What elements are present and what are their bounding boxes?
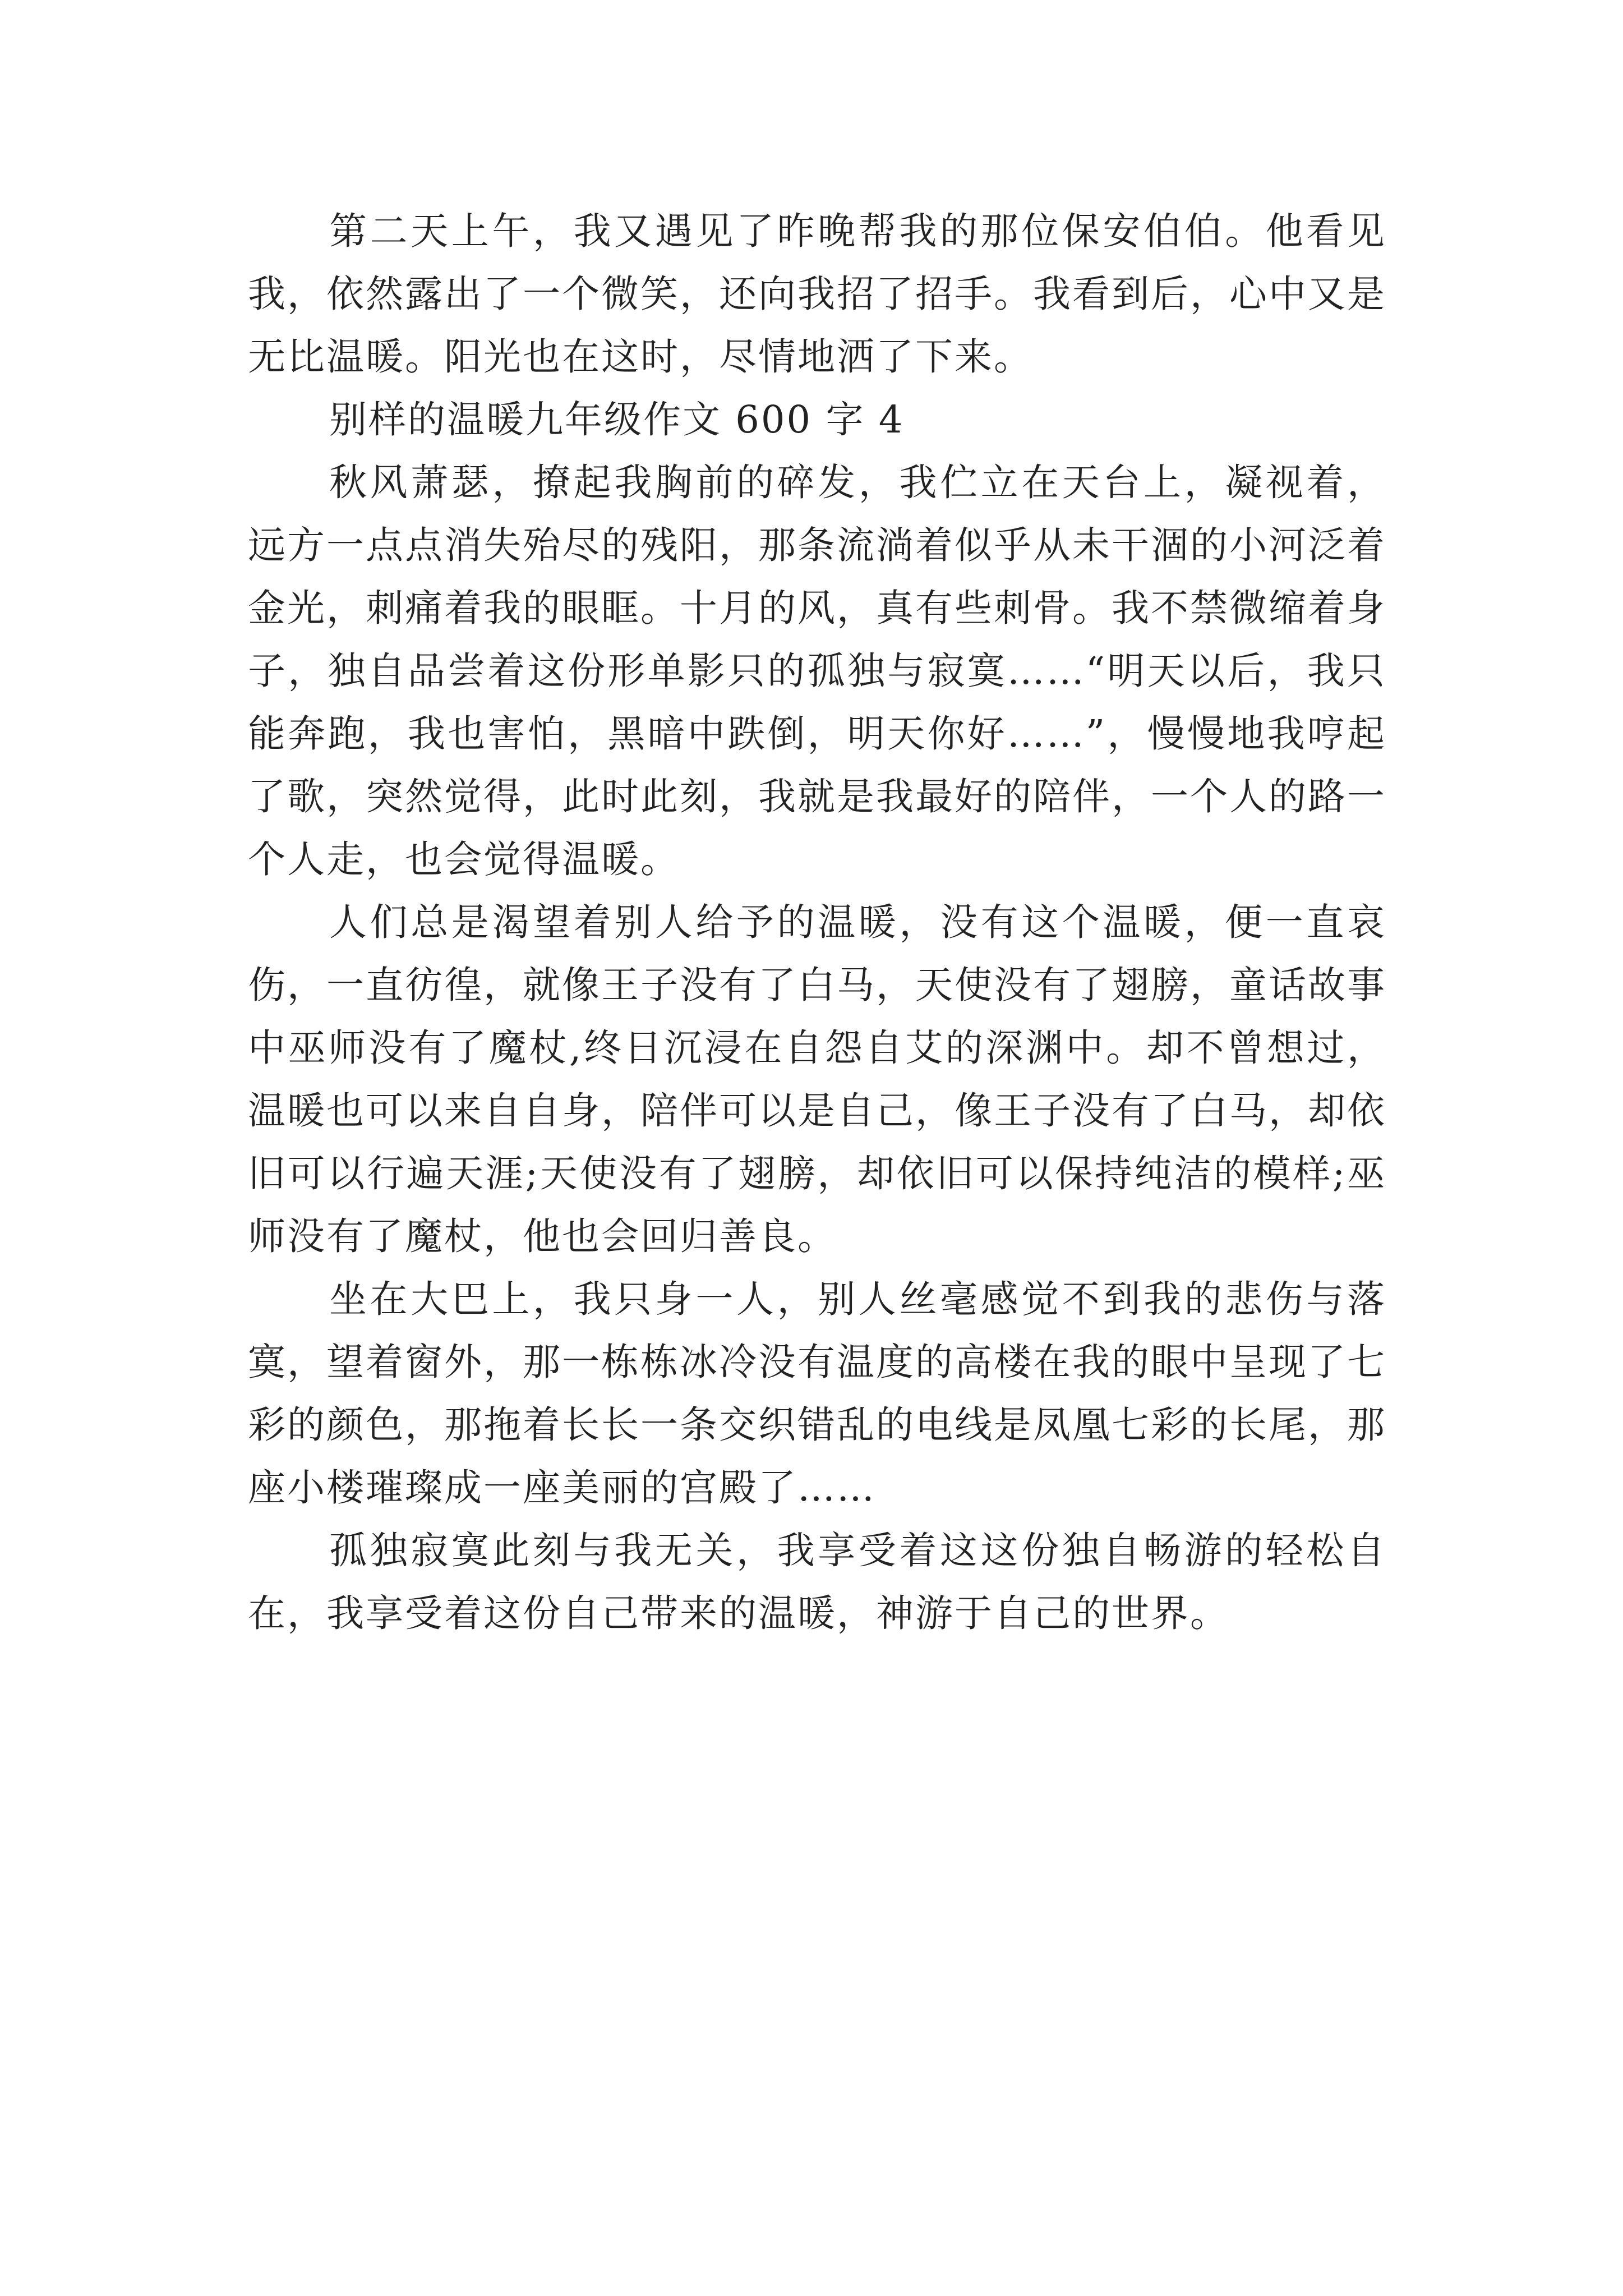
paragraph: 秋风萧瑟，撩起我胸前的碎发，我伫立在天台上，凝视着，远方一点点消失殆尽的残阳，那条流淌着似乎从未干涸的小河泛着金光，刺痛着我的眼眶。十月的风，真有些刺骨。我不禁微缩着身子，独自品尝着这份形单影只的孤独与寂寞……“明天以后，我只能奔跑，我也害怕，黑暗中跌倒，明天你好……”，慢慢地我哼起了歌，突然觉得，此时此刻，我就是我最好的陪伴，一个人的路一个人走，也会觉得温暖。 — [248, 461, 1386, 881]
section-heading: 别样的温暖九年级作文 600 字 4 — [329, 398, 905, 441]
paragraph: 坐在大巴上，我只身一人，别人丝毫感觉不到我的悲伤与落寞，望着窗外，那一栋栋冰冷没有温度的高楼在我的眼中呈现了七彩的颜色，那拖着长长一条交织错乱的电线是凤凰七彩的长尾，那座小楼璀璨成一座美丽的宫殿了…… — [248, 1277, 1386, 1510]
paragraph: 人们总是渴望着别人给予的温暖，没有这个温暖，便一直哀伤，一直彷徨，就像王子没有了白马，天使没有了翅膀，童话故事中巫师没有了魔杖,终日沉浸在自怨自艾的深渊中。却不曾想过，温暖也可以来自自身，陪伴可以是自己，像王子没有了白马，却依旧可以行遍天涯;天使没有了翅膀，却依旧可以保持纯洁的模样;巫师没有了魔杖，他也会回归善良。 — [248, 900, 1386, 1258]
document-body — [248, 200, 1386, 1645]
paragraph: 第二天上午，我又遇见了昨晚帮我的那位保安伯伯。他看见我，依然露出了一个微笑，还向我招了招手。我看到后，心中又是无比温暖。阳光也在这时，尽情地洒了下来。 — [248, 209, 1386, 379]
paragraph: 孤独寂寞此刻与我无关，我享受着这这份独自畅游的轻松自在，我享受着这份自己带来的温暖，神游于自己的世界。 — [248, 1529, 1386, 1635]
